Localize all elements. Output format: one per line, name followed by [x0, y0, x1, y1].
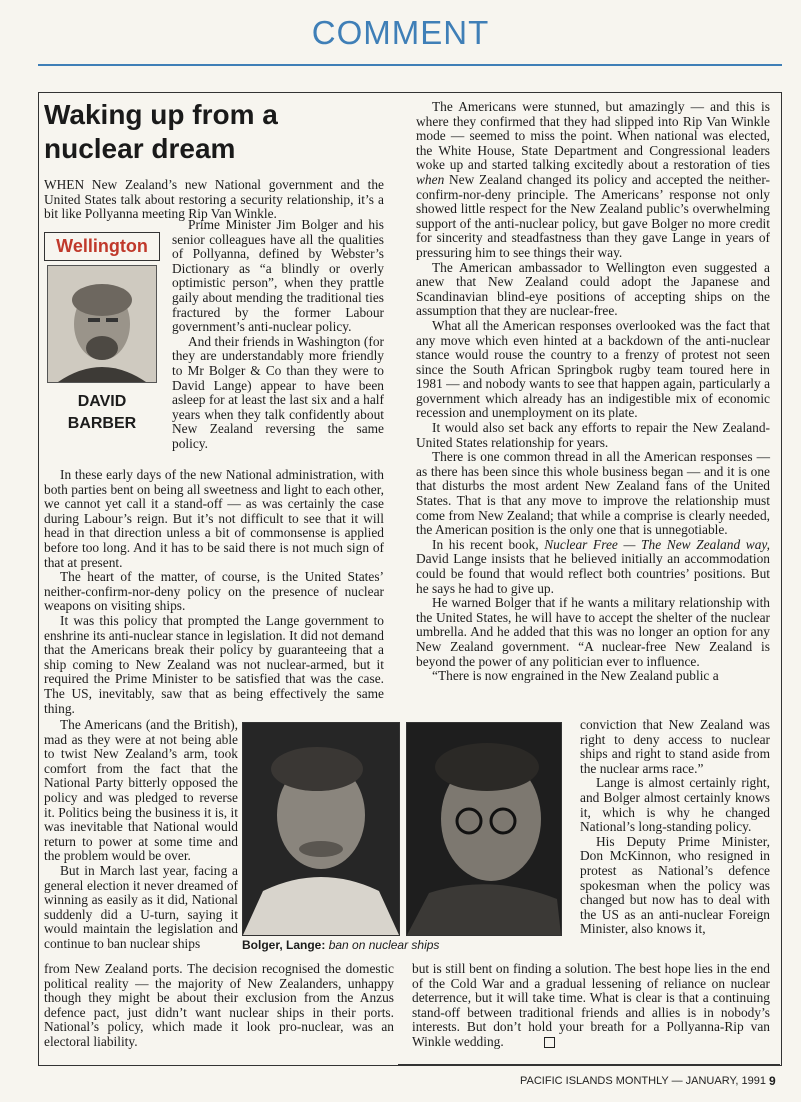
paragraph-text: New Zealand changed its policy and accepted the neither-confirm-nor-deny principle. The Americans’ response not only showed little respect for the New Zealand public’s overwhelming support of the anti-nuclear policy, but gave Bolger no more credit for sincerity and steadfastness than they gave Lange in years of pressuring him to see things their way. [416, 171, 770, 260]
paragraph: The American ambassador to Wellington even suggested a anew that New Zealand could adopt the Japanese and Scandinavian blind-eye positions of accepting ships on the assumption that they are nuclear-free. [416, 259, 770, 319]
column-1-lower [44, 718, 238, 952]
paragraph: But in March last year, facing a general election it never dreamed of winning as easily as it did, National suddenly did a U-turn, saying it would maintain the legislation and continue to ban nuclear ships [44, 862, 238, 951]
paragraph-text: The Americans were stunned, but amazingly — and this is where they confirmed that they had slipped into Rip Van Winkle mode — seemed to miss the point. When national was elected, the White House, State Department and Congressional leaders woke up and started talking excitedly about a restoration of ties [416, 99, 770, 173]
caption-text: ban on nuclear ships [328, 938, 440, 952]
paragraph-text: but is still bent on finding a solution. The best hope lies in the end of the Cold War and a gradual lessening of reliance on nuclear deterrence, but it will take time. What is clear is that a continuing stand-off between traditional friends and allies is in nobody’s interests. But don’t hold your breath for a Pollyanna-Rip van Winkle wedding. [412, 961, 770, 1049]
paragraph: His Deputy Prime Minister, Don McKinnon, who resigned in protest as National’s defence spokesman when the policy was changed but now has to deal with the US as an anti-nuclear Foreign Minister, also knows it, [580, 833, 770, 937]
paragraph [416, 100, 770, 261]
caption-names: Bolger, Lange: [242, 938, 326, 952]
photo-bolger [242, 722, 400, 936]
paragraph-text: In his recent book, [432, 536, 545, 552]
paragraph: WHEN New Zealand’s new National government and the United States talk about restoring a security relationship, it’s a bit like Pollyanna meeting Rip Van Winkle. [44, 177, 384, 222]
paragraph: There is one common thread in all the American responses — as there has been since this whole business began — and it is one that disturbs the most ardent New Zealand fans of the United States. That is that any move to improve the relationship must come from New Zealand; that while a comprise is clearly needed, the American position is the only one that is unnegotiable. [416, 449, 770, 538]
paragraph: “There is now engrained in the New Zealand public a [432, 668, 719, 684]
paragraph: Lange is almost certainly right, and Bolger almost certainly knows it, which is why he changed National’s long-standing policy. [580, 775, 770, 835]
author-last-name: BARBER [67, 415, 137, 432]
footer-rule [398, 1064, 780, 1066]
paragraph: He warned Bolger that if he wants a military relationship with the United States, he will have to accept the shelter of the nuclear umbrella. And he added that this was no longer an option for any New Zealand government. “A nuclear-free New Zealand is beyond the power of any politician ever to influence. [416, 595, 770, 669]
book-title: Nuclear Free — The New Zealand way, [544, 536, 770, 552]
byline-box [44, 232, 160, 434]
section-title: COMMENT [311, 14, 490, 51]
headline: Waking up from a nuclear dream [44, 99, 278, 164]
photo-lange [406, 722, 562, 936]
column-2-upper [416, 100, 770, 684]
author-first-name: DAVID [77, 393, 127, 410]
paragraph: The heart of the matter, of course, is the United States’ neither-confirm-nor-deny policy on the presence of nuclear weapons on visiting ships. [44, 569, 384, 614]
column-1-middle [44, 468, 384, 716]
column-2-bottom [412, 962, 770, 1050]
column-1-upper [172, 218, 384, 452]
author-portrait [47, 265, 157, 383]
paragraph: The Americans (and the British), mad as they were at not being able to twist New Zealand’s arm, took comfort from the fact that the National Party bitterly opposed the policy and was pledged to reverse it. Politics being the business it is, it was inevitable that National would return to power at some time and the problem would be over. [44, 717, 238, 864]
paragraph: from New Zealand ports. The decision recognised the domestic political reality — the majority of New Zealanders, unhappy though they might be about their exclusion from the Anzus defence pact, just didn’t want nuclear ships in their ports. National’s policy, which made it look pro-nuclear, was an electoral liability. [44, 961, 394, 1049]
photo-pair [242, 722, 562, 942]
column-label: Wellington [44, 232, 160, 261]
paragraph: And their friends in Washington (for they are understandably more friendly to Mr Bolger & Co than they were to David Lange) appear to have been asleep for at least the last six and a half years when they talk confidently about New Zealand reversing the same policy. [172, 333, 384, 451]
column-2-lower [580, 718, 770, 937]
footer-publication: PACIFIC ISLANDS MONTHLY — JANUARY, 1991 [520, 1075, 766, 1087]
paragraph: In these early days of the new National administration, with both parties bent on being all sweetness and light to each other, we cannot yet call it a stand-off — as was certainly the case during Labour’s reign. But it’s not difficult to see that it will head in that direction unless a bit of commonsense is applied before too long. And it has to be said there is not much sign of that at present. [44, 467, 384, 570]
paragraph: What all the American responses overlooked was the fact that any move which even hinted at a backdown of the anti-nuclear stance would rouse the country to a frenzy of protest not seen since the South African Springbok rugby team toured here in 1981 — and nobody wants to see that happen again, particularly a government which already has an indigestible mix of economic recession and unemployment on its plate. [416, 317, 771, 421]
paragraph: conviction that New Zealand was right to deny access to nuclear ships and right to stand aside from the nuclear arms race.” [580, 717, 770, 776]
paragraph: It would also set back any efforts to repair the New Zealand-United States relationship for years. [416, 420, 770, 450]
lead-paragraph [44, 178, 384, 222]
emphasis: when [416, 171, 445, 187]
page-number: 9 [769, 1074, 776, 1088]
section-rule [38, 64, 782, 66]
column-1-bottom [44, 962, 394, 1050]
author-name [44, 391, 160, 435]
paragraph [416, 538, 770, 596]
end-mark-icon [544, 1037, 555, 1048]
photo-caption [242, 938, 562, 952]
paragraph [412, 962, 770, 1050]
paragraph: It was this policy that prompted the Lange government to enshrine its anti-nuclear stance in legislation. It did not demand that the Americans break their policy by guaranteeing that a ship coming to New Zealand was not nuclear-armed, but it required the Prime Minister to be satisfied that was the case. The US, inevitably, saw that as being effectively the same thing. [44, 612, 384, 716]
paragraph: Prime Minister Jim Bolger and his senior colleagues have all the qualities of Pollyanna, defined by Webster’s Dictionary as “a blindly or overly optimistic person”, when they prattle gaily about mending the traditional ties fractured by the former Labour government’s anti-nuclear policy. [172, 217, 384, 335]
paragraph-text: David Lange insists that he believed initially an accommodation could be found that would reflect both countries’ positions. But he says he had to give up. [416, 551, 770, 596]
